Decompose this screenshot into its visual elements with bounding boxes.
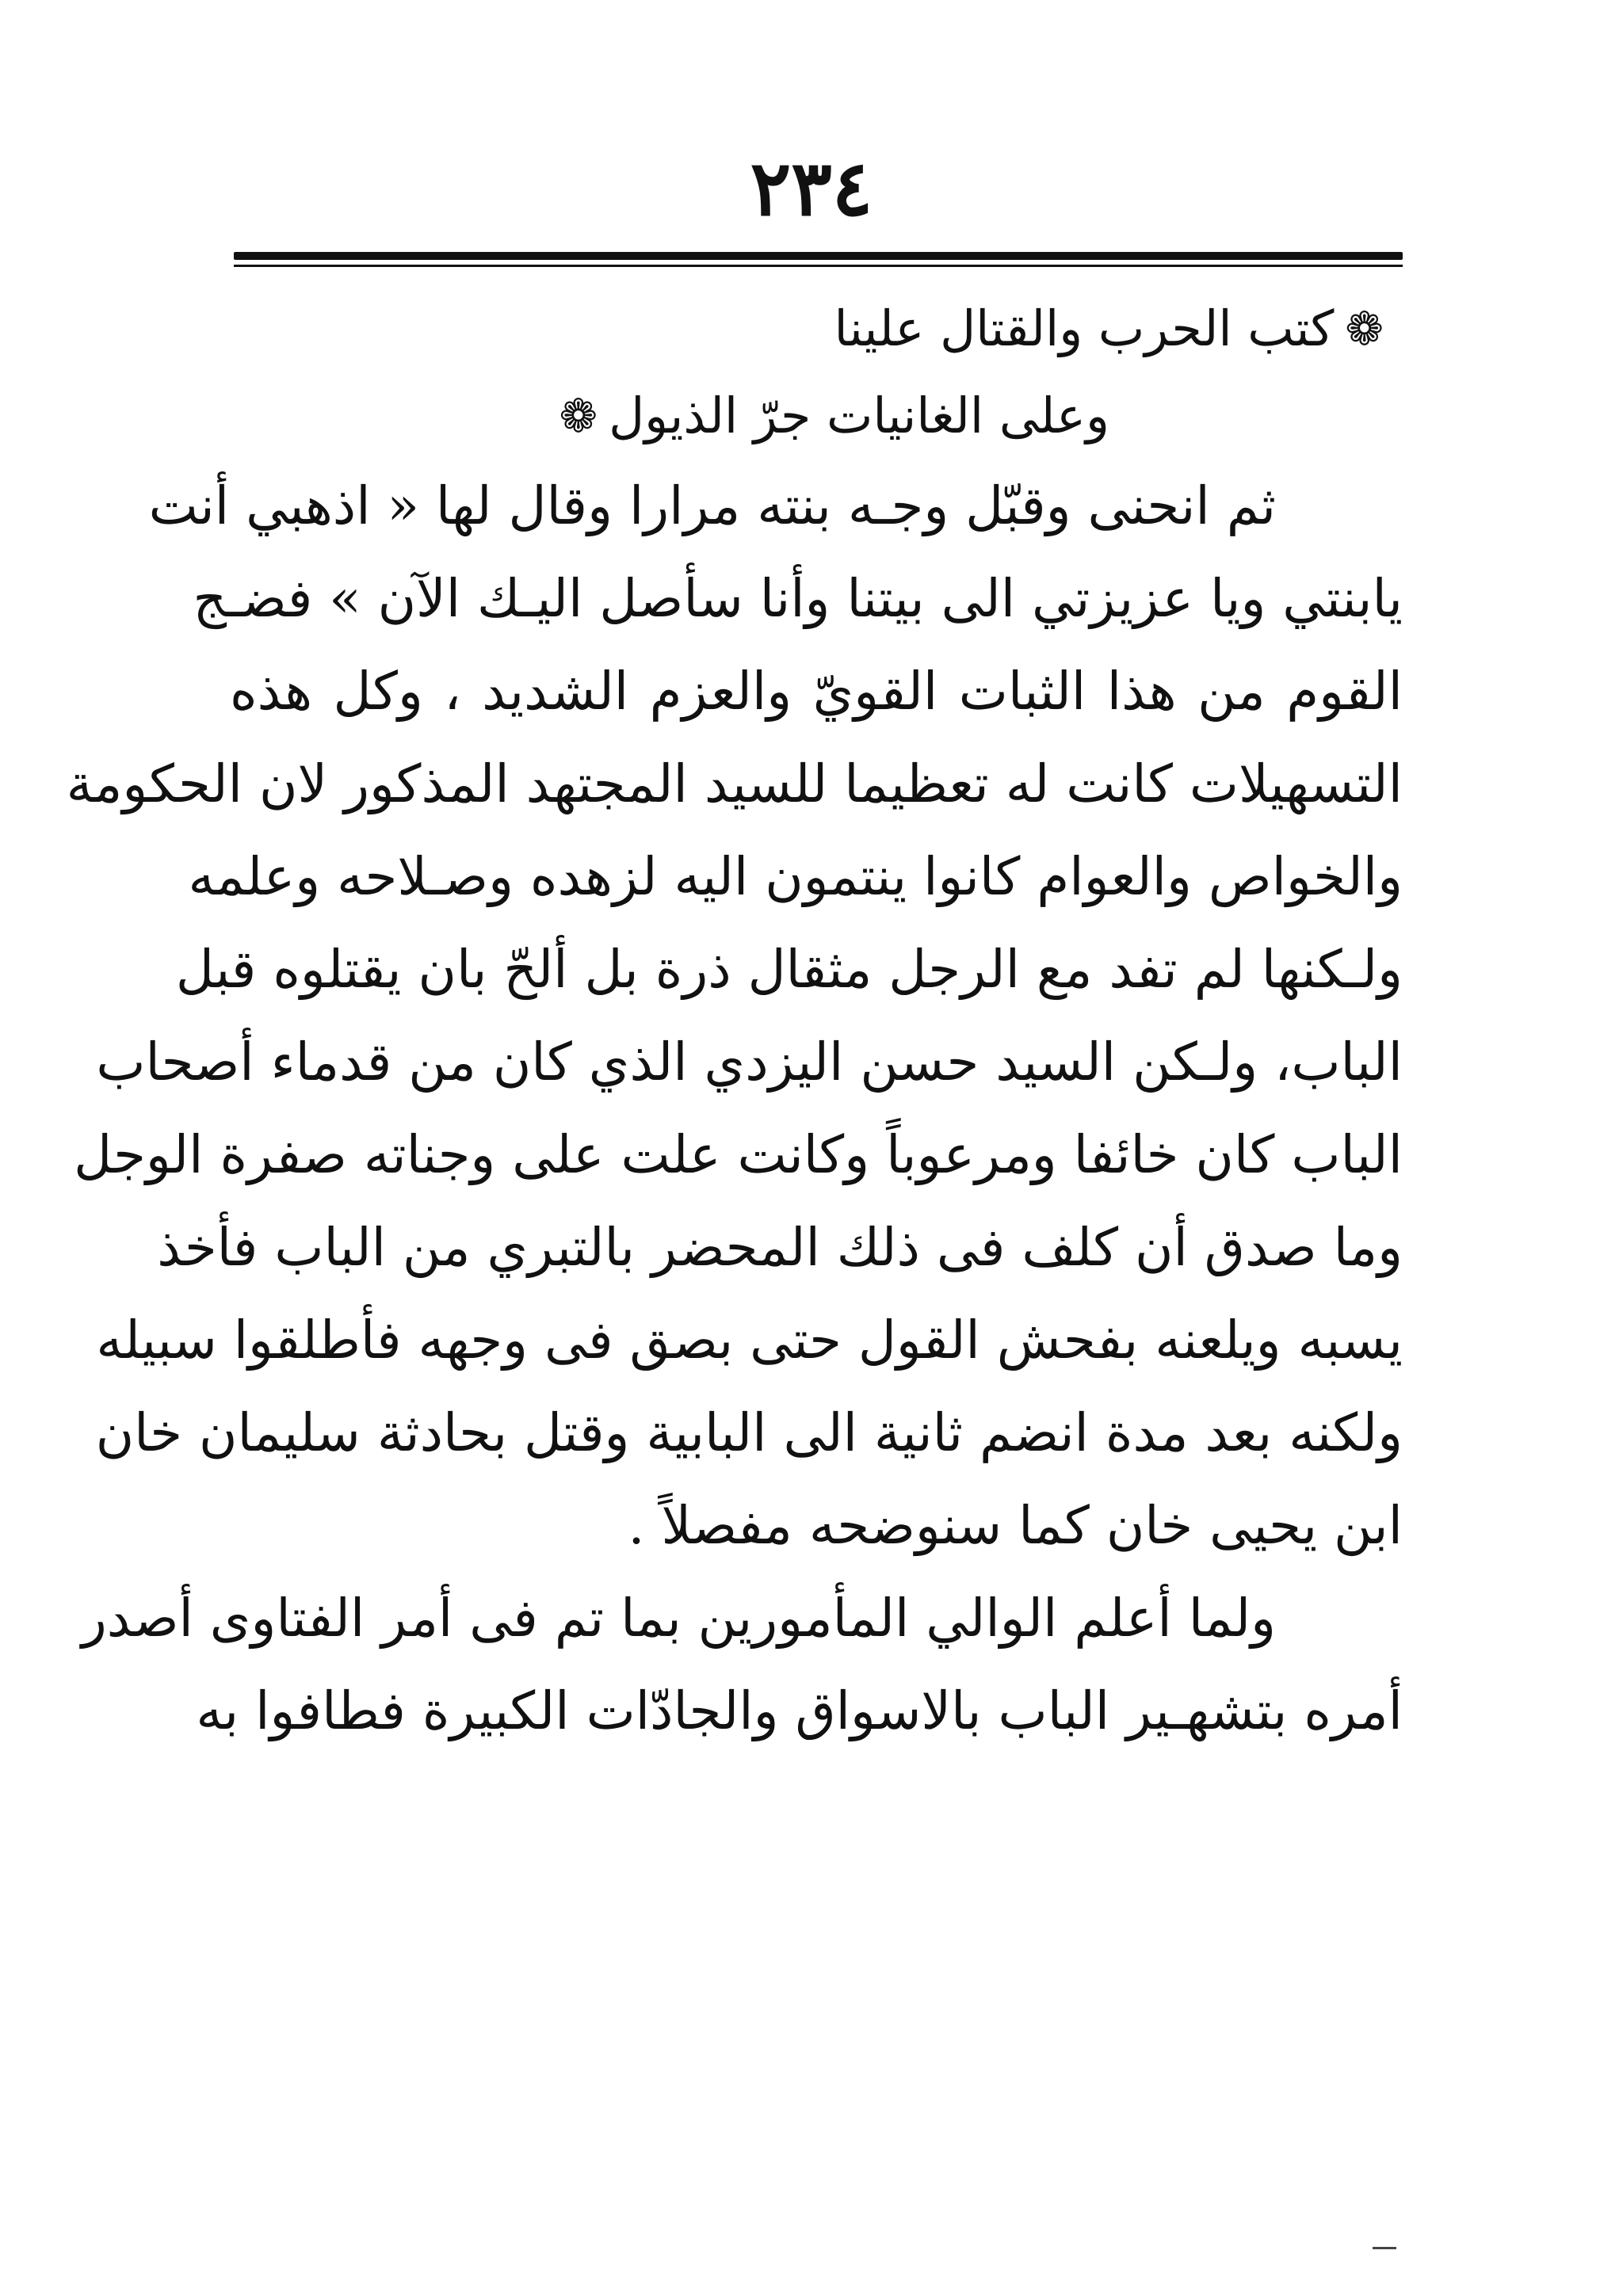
ornament-open-icon: ❁ [1345,302,1384,356]
ornament-close-icon: ❁ [559,389,598,443]
verse-text: وعلى الغانيات جرّ الذيول [609,387,1109,444]
line-text: ولكنه بعد مدة انضم ثانية الى البابية وقتل بحادثة سليمان خان [95,1402,1403,1463]
footer-mark [1373,2247,1396,2249]
paragraph-line [95,1386,1403,1479]
paragraph-line [66,738,1403,830]
line-text: ثم انحنى وقبّل وجـه بنته مرارا وقال لها « اذهبي أنت [148,475,1276,536]
paragraph-line [196,1665,1403,1757]
verse-line-1 [230,285,1403,372]
line-text: الباب، ولـكن السيد حسن اليزدي الذي كان من قدماء أصحاب [96,1031,1403,1093]
paragraph-line [148,460,1403,552]
line-text: الباب كان خائفا ومرعوباً وكانت علت على وجناته صفرة الوجل [74,1123,1403,1185]
paragraph-line [188,830,1403,923]
paragraph-line [193,552,1403,645]
page-number: ٢٣٤ [750,143,873,233]
paragraph-line [175,923,1403,1016]
paragraph-line [157,1201,1403,1294]
paragraph-line [74,1108,1403,1201]
paragraph-line [230,1479,1403,1572]
paragraph-line [230,645,1403,738]
line-text: وما صدق أن كلف فى ذلك المحضر بالتبري من الباب فأخذ [157,1216,1403,1278]
header-rule-thick [234,252,1403,260]
line-text: يابنتي ويا عزيزتي الى بيتنا وأنا سأصل اليـك الآن » فضـج [193,567,1403,629]
verse-line-2 [230,372,1403,460]
line-text: والخواص والعوام كانوا ينتمون اليه لزهده وصـلاحه وعلمه [188,845,1403,907]
paragraph-line [81,1572,1403,1665]
verse-text: كتب الحرب والقتال علينا [834,299,1335,357]
text-body [66,285,1403,1757]
line-text: ابن يحيى خان كما سنوضحه مفصلاً . [628,1494,1403,1556]
line-text: أمره بتشهـير الباب بالاسواق والجادّات الكبيرة فطافوا به [196,1680,1403,1741]
line-text: يسبه ويلعنه بفحش القول حتى بصق فى وجهه فأطلقوا سبيله [96,1309,1403,1371]
line-text: ولـكنها لم تفد مع الرجل مثقال ذرة بل ألحّ بان يقتلوه قبل [175,938,1403,1000]
line-text: ولما أعلم الوالي المأمورين بما تم فى أمر الفتاوى أصدر [81,1587,1276,1649]
line-text: التسهيلات كانت له تعظيما للسيد المجتهد المذكور لان الحكومة [66,753,1403,814]
paragraph-line [96,1016,1403,1108]
paragraph-line [96,1294,1403,1386]
line-text: القوم من هذا الثبات القويّ والعزم الشديد ، وكل هذه [230,660,1403,722]
header-rule-thin [234,265,1403,267]
